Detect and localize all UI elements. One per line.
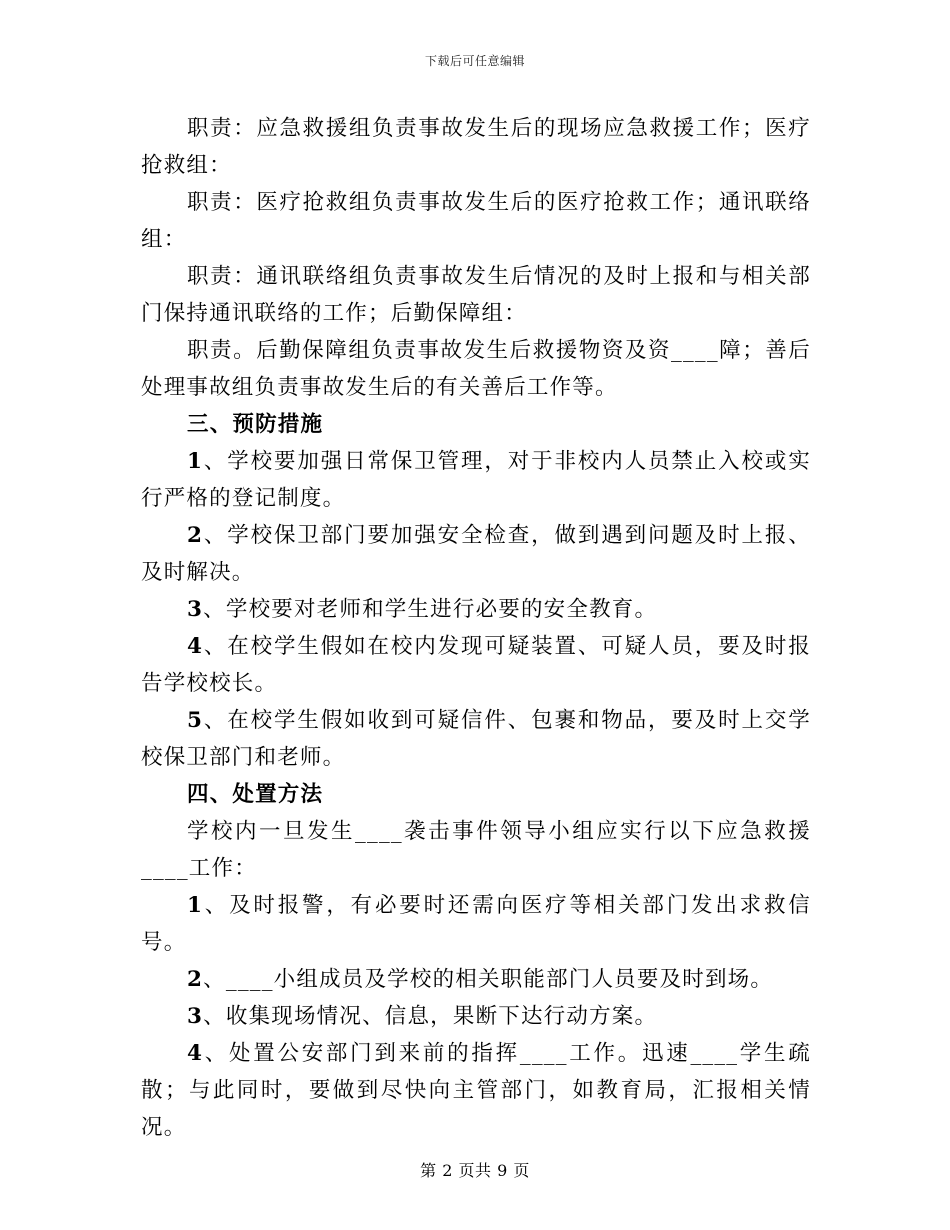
numbered-item [141,517,811,591]
paragraph: 职责：应急救援组负责事故发生后的现场应急救援工作；医疗抢救组： [141,116,811,178]
page-footer: 第 2 页共 9 页 [420,1161,530,1180]
item-number: 3 [187,1004,204,1029]
section-heading: 四、处置方法 [187,782,324,807]
item-number: 4 [187,634,204,659]
paragraph: 职责：通讯联络组负责事故发生后情况的及时上报和与相关部门保持通讯联络的工作；后勤保障组： [141,264,811,326]
paragraph: 职责：医疗抢救组负责事故发生后的医疗抢救工作；通讯联络组： [141,190,811,252]
item-text: 、处置公安部门到来前的指挥____工作。迅速____学生疏散；与此同时，要做到尽快向主管部门，如教育局，汇报相关情况。 [141,1041,811,1140]
item-number: 2 [187,523,204,548]
numbered-item [141,591,811,628]
item-text: 、及时报警，有必要时还需向医疗等相关部门发出求救信号。 [141,893,811,955]
numbered-item [141,628,811,702]
document-body [141,110,811,1146]
numbered-item [141,702,811,776]
section-heading: 三、预防措施 [187,412,324,437]
item-number: 4 [187,1041,204,1066]
item-number: 5 [187,708,204,733]
item-number: 2 [187,967,204,992]
item-number: 3 [187,597,204,622]
item-text: 、____小组成员及学校的相关职能部门人员要及时到场。 [203,967,774,992]
item-text: 、学校要对老师和学生进行必要的安全教育。 [203,597,658,622]
numbered-item [141,961,811,998]
page-header: 下载后可任意编辑 [424,54,525,68]
item-number: 1 [187,893,204,918]
numbered-item [141,1035,811,1146]
numbered-item [141,887,811,961]
numbered-item [141,998,811,1035]
paragraph: 职责。后勤保障组负责事故发生后救援物资及资____障；善后处理事故组负责事故发生后的有关善后工作等。 [141,338,811,400]
item-text: 、收集现场情况、信息，果断下达行动方案。 [203,1004,658,1029]
item-text: 、在校学生假如在校内发现可疑装置、可疑人员，要及时报告学校校长。 [141,634,811,696]
paragraph: 学校内一旦发生____袭击事件领导小组应实行以下应急救援____工作： [141,819,811,881]
item-text: 、学校保卫部门要加强安全检查，做到遇到问题及时上报、及时解决。 [141,523,811,585]
item-number: 1 [187,449,204,474]
item-text: 、在校学生假如收到可疑信件、包裹和物品，要及时上交学校保卫部门和老师。 [141,708,811,770]
item-text: 、学校要加强日常保卫管理，对于非校内人员禁止入校或实行严格的登记制度。 [141,449,811,511]
numbered-item [141,443,811,517]
